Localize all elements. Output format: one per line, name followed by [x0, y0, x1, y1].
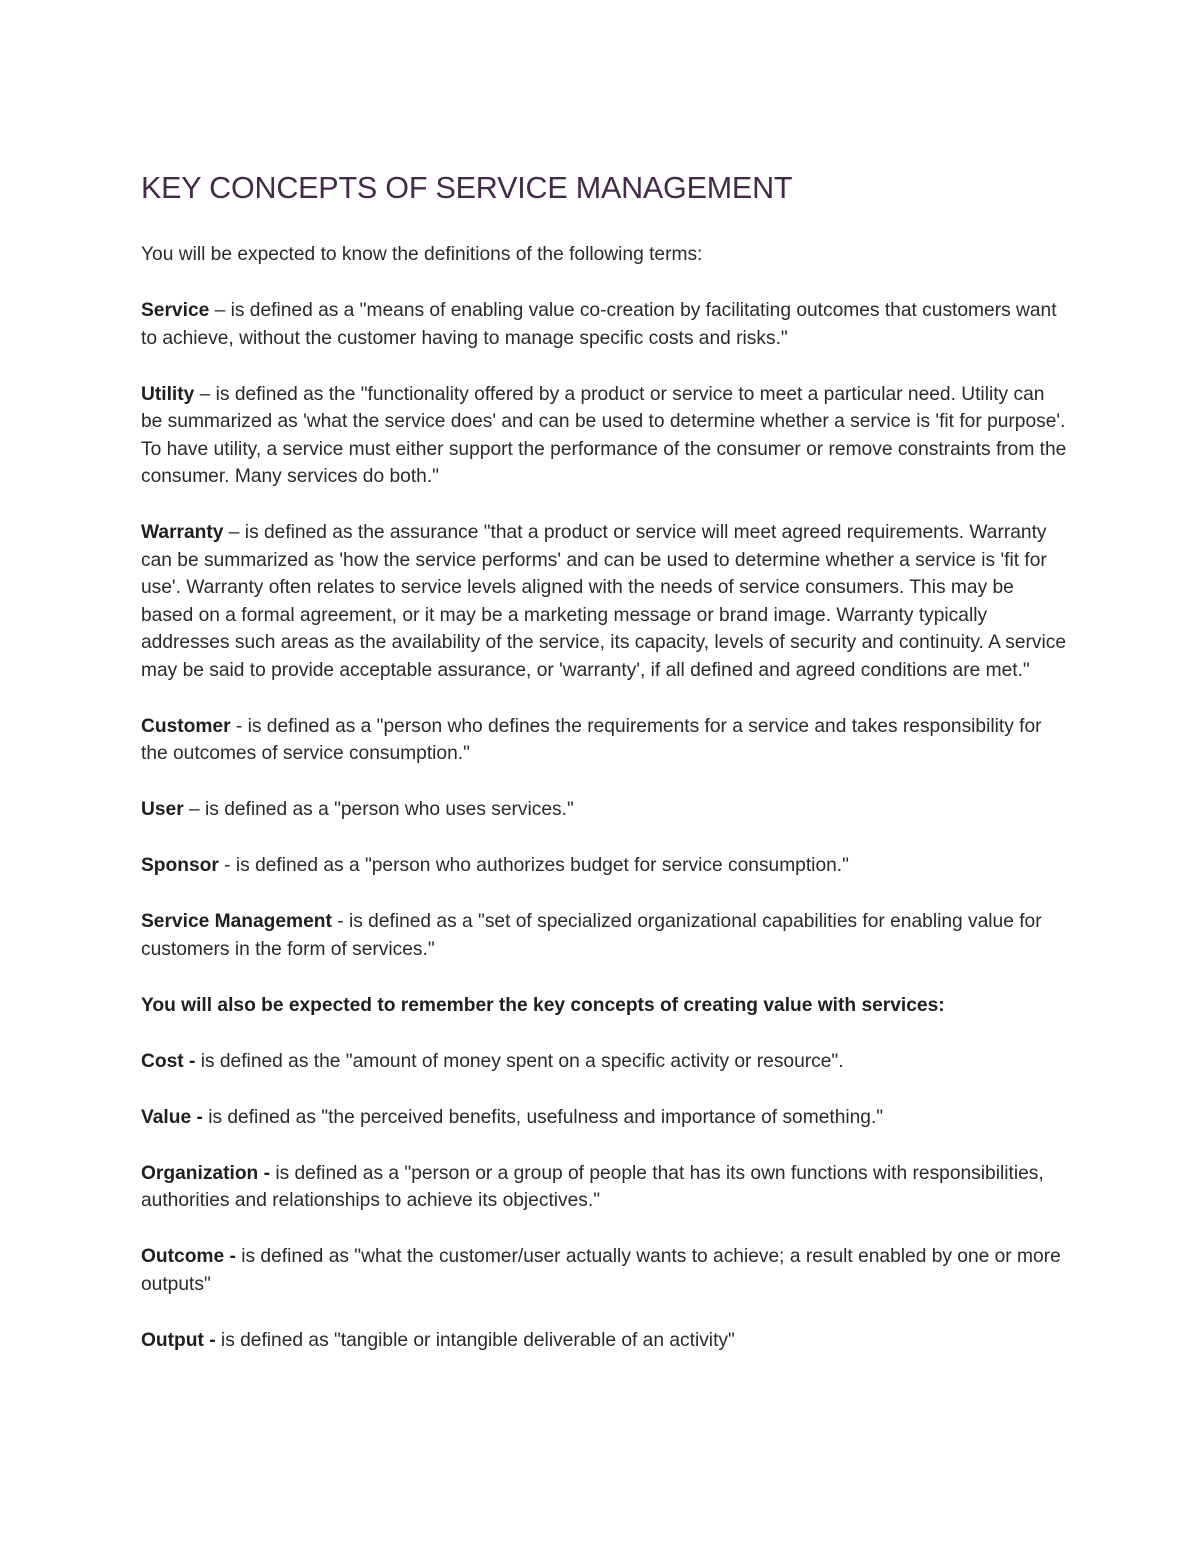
definition-text: – is defined as a "means of enabling value co-creation by facilitating outcomes that customers want to achieve, without the customer having to manage specific costs and risks."	[141, 300, 1057, 349]
definition-user	[141, 796, 1071, 824]
definition-term: Utility	[141, 383, 195, 405]
definition-term: Customer	[141, 715, 231, 737]
concept-cost	[141, 1048, 1071, 1076]
definition-term: User	[141, 799, 184, 820]
concept-organization	[141, 1160, 1071, 1215]
concept-text: is defined as the "amount of money spent on a specific activity or resource".	[195, 1050, 844, 1072]
definition-text: - is defined as a "person who defines the requirements for a service and takes responsibility for the outcomes of service consumption."	[141, 715, 1042, 764]
concept-value	[141, 1104, 1071, 1132]
concept-text: is defined as "the perceived benefits, usefulness and importance of something."	[202, 1106, 884, 1128]
definition-warranty	[141, 519, 1071, 684]
definition-sponsor	[141, 852, 1071, 880]
page-title: KEY CONCEPTS OF SERVICE MANAGEMENT	[141, 171, 793, 205]
intro-text: You will be expected to know the definitions of the following terms:	[141, 244, 703, 265]
concept-term: Cost -	[141, 1050, 196, 1072]
concept-term: Value -	[141, 1106, 203, 1128]
definition-text: – is defined as a "person who uses services."	[183, 799, 574, 820]
concept-term: Outcome -	[141, 1246, 236, 1267]
definition-utility	[141, 381, 1071, 491]
definition-service	[141, 297, 1071, 352]
definition-service-management	[141, 908, 1071, 963]
concept-text: is defined as "what the customer/user actually wants to achieve; a result enabled by one or more outputs"	[141, 1246, 1061, 1295]
concept-term: Output -	[141, 1329, 216, 1351]
concept-output	[141, 1327, 1071, 1355]
section-heading: You will also be expected to remember the key concepts of creating value with services:	[141, 994, 945, 1016]
concept-outcome	[141, 1243, 1071, 1298]
definition-term: Sponsor	[141, 855, 219, 876]
definition-term: Warranty	[141, 522, 224, 543]
definition-term: Service	[141, 300, 210, 321]
definition-term: Service Management	[141, 911, 332, 932]
definition-text: - is defined as a "person who authorizes budget for service consumption."	[218, 855, 849, 876]
concept-text: is defined as "tangible or intangible deliverable of an activity"	[215, 1329, 735, 1351]
document-page	[141, 168, 1071, 1383]
concept-text: is defined as a "person or a group of people that has its own functions with responsibilities, authorities and relationships to achieve its objectives."	[141, 1162, 1044, 1211]
definition-text: – is defined as the "functionality offered by a product or service to meet a particular need. Utility can be summarized as 'what the service does' and can be used to determine whether a service is 'fit for purpose'. To have utility, a service must either support the performance of the consumer or remove constraints from the consumer. Many services do both."	[141, 383, 1067, 487]
definition-text: - is defined as a "set of specialized organizational capabilities for enabling value for customers in the form of services."	[141, 911, 1042, 960]
concept-term: Organization -	[141, 1162, 270, 1184]
definition-text: – is defined as the assurance "that a product or service will meet agreed requirements. Warranty can be summarized as 'how the service performs' and can be used to determine whether a service is 'fit for use'. Warranty often relates to service levels aligned with the needs of service consumers. This may be based on a formal agreement, or it may be a marketing message or brand image. Warranty typically addresses such areas as the availability of the service, its capacity, levels of security and continuity. A service may be said to provide acceptable assurance, or 'warranty', if all defined and agreed conditions are met."	[141, 522, 1066, 681]
definition-customer	[141, 713, 1071, 768]
